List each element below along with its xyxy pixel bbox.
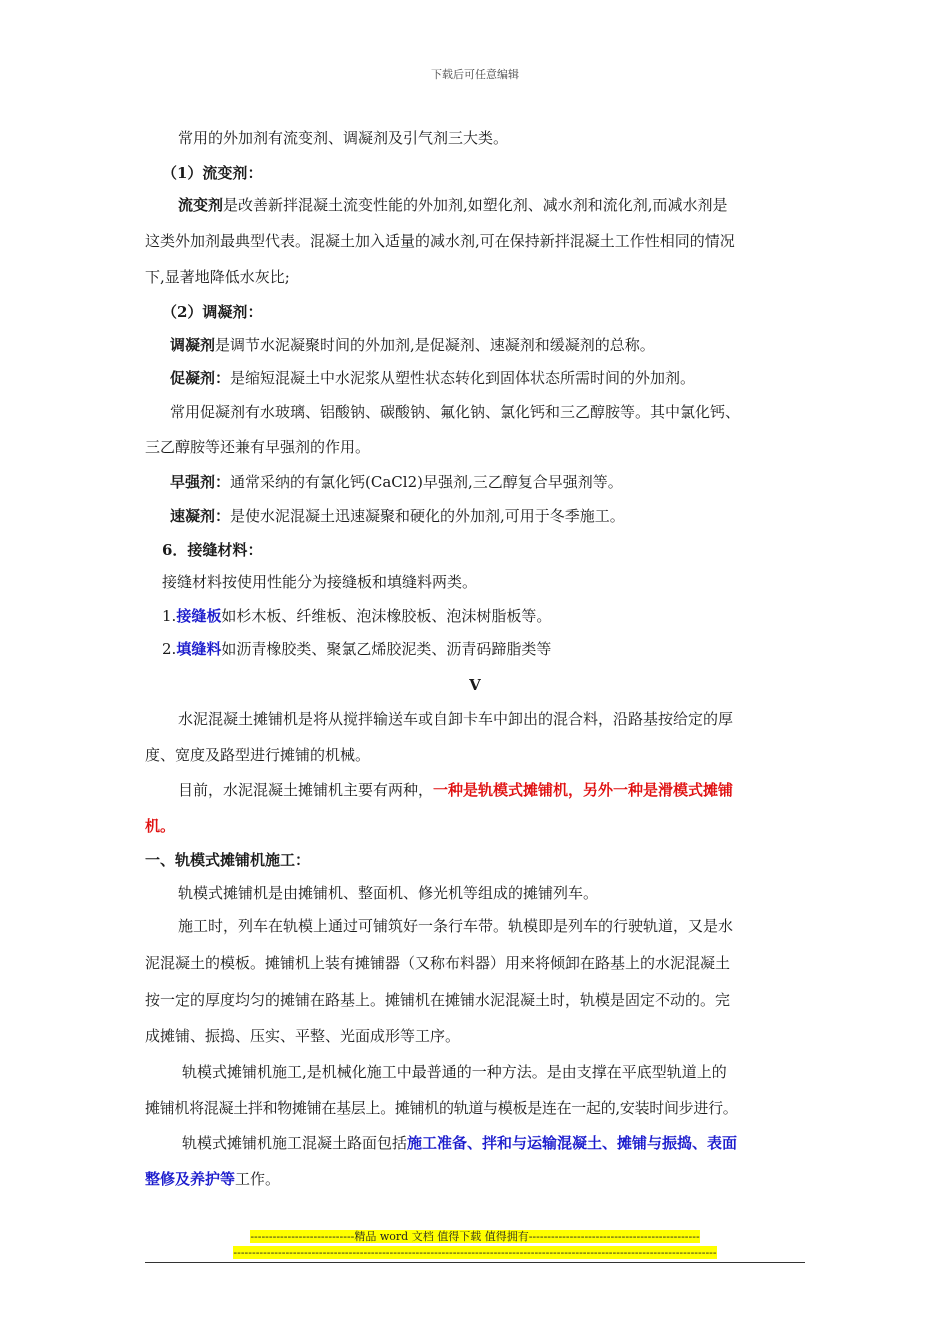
accelerator-text: 是缩短混凝土中水泥浆从塑性状态转化到固体状态所需时间的外加剂。 bbox=[230, 369, 696, 387]
process-text: 轨模式摊铺机施工混凝土路面包括 bbox=[182, 1134, 408, 1152]
heading-rail-form-paver: 一、轨模式摊铺机施工： bbox=[145, 851, 311, 869]
paragraph-method-line2: 摊铺机将混凝土拌和物摊铺在基层上。摊铺机的轨道与模板是连在一起的,安装时间步进行。 bbox=[145, 1099, 738, 1117]
term-setting-agent: 调凝剂 bbox=[170, 336, 216, 354]
process-end-text: 工作。 bbox=[235, 1170, 281, 1188]
term-joint-board: 接缝板 bbox=[176, 607, 222, 625]
process-highlight: 施工准备、拌和与运输混凝土、摊铺与振捣、表面 bbox=[407, 1134, 738, 1152]
paragraph-joint-intro: 接缝材料按使用性能分为接缝板和填缝料两类。 bbox=[162, 573, 478, 591]
joint-board-text: 如杉木板、纤维板、泡沫橡胶板、泡沫树脂板等。 bbox=[221, 607, 552, 625]
footer-divider bbox=[145, 1262, 805, 1263]
term-rheology-agent: 流变剂 bbox=[178, 196, 224, 214]
list-number: 2. bbox=[162, 640, 177, 658]
paragraph-paver-line1: 水泥混凝土摊铺机是将从搅拌输送车或自卸卡车中卸出的混合料，沿路基按给定的厚 bbox=[178, 710, 734, 728]
joint-filler-text: 如沥青橡胶类、聚氯乙烯胶泥类、沥青码蹄脂类等 bbox=[221, 640, 552, 658]
paragraph-accelerator bbox=[170, 368, 695, 388]
paver-types-highlight: 一种是轨模式摊铺机，另外一种是滑模式摊铺 bbox=[433, 781, 734, 799]
setting-agent-text: 是调节水泥凝聚时间的外加剂,是促凝剂、速凝剂和缓凝剂的总称。 bbox=[215, 336, 655, 354]
footer-banner-line1 bbox=[0, 1230, 950, 1244]
footer-text-2: ---------------------------------------------------------------------------------------------------------------------------------- bbox=[233, 1246, 717, 1259]
list-item-joint-filler bbox=[162, 639, 551, 659]
heading-rheology-agent: （1）流变剂： bbox=[162, 164, 263, 182]
paragraph-rheology-line3: 下,显著地降低水灰比; bbox=[145, 268, 290, 286]
paragraph-accelerator-line2: 常用促凝剂有水玻璃、铝酸钠、碳酸钠、氟化钠、氯化钙和三乙醇胺等。其中氯化钙、 bbox=[170, 403, 741, 421]
footer-text-1: ----------------------------精品 word 文档 值得下载 值得拥有---------------------------------------------- bbox=[250, 1230, 700, 1243]
term-accelerator: 促凝剂： bbox=[170, 369, 231, 387]
quick-setting-text: 是使水泥混凝土迅速凝聚和硬化的外加剂,可用于冬季施工。 bbox=[230, 507, 625, 525]
paragraph-method-line1: 轨模式摊铺机施工,是机械化施工中最普通的一种方法。是由支撑在平底型轨道上的 bbox=[182, 1063, 727, 1081]
paragraph-paver-types-line1 bbox=[178, 780, 733, 800]
rheology-text-1: 是改善新拌混凝土流变性能的外加剂,如塑化剂、减水剂和流化剂,而减水剂是 bbox=[223, 196, 728, 214]
term-joint-filler: 填缝料 bbox=[176, 640, 222, 658]
section-mark: V bbox=[469, 676, 481, 694]
term-early-strength: 早强剂： bbox=[170, 473, 231, 491]
list-item-joint-board bbox=[162, 606, 551, 626]
page-header: 下载后可任意编辑 bbox=[431, 68, 519, 81]
paragraph-construction-line2: 泥混凝土的模板。摊铺机上装有摊铺器（又称布料器）用来将倾卸在路基上的水泥混凝土 bbox=[145, 954, 731, 972]
paragraph-additives-intro: 常用的外加剂有流变剂、调凝剂及引气剂三大类。 bbox=[178, 129, 509, 147]
paragraph-construction-line3: 按一定的厚度均匀的摊铺在路基上。摊铺机在摊铺水泥混凝土时，轨模是固定不动的。完 bbox=[145, 991, 731, 1009]
paragraph-rail-form-composition: 轨模式摊铺机是由摊铺机、整面机、修光机等组成的摊铺列车。 bbox=[178, 884, 599, 902]
paragraph-paver-line2: 度、宽度及路型进行摊铺的机械。 bbox=[145, 746, 371, 764]
process-highlight-2: 整修及养护等 bbox=[145, 1170, 236, 1188]
paver-types-text: 目前，水泥混凝土摊铺机主要有两种， bbox=[178, 781, 434, 799]
early-strength-text: 通常采纳的有氯化钙(CaCl2)早强剂,三乙醇复合早强剂等。 bbox=[230, 473, 623, 491]
paragraph-early-strength bbox=[170, 472, 623, 492]
term-quick-setting: 速凝剂： bbox=[170, 507, 231, 525]
heading-joint-materials: 6．接缝材料： bbox=[162, 541, 263, 559]
paragraph-setting-agent bbox=[170, 335, 655, 355]
paragraph-quick-setting bbox=[170, 506, 625, 526]
paragraph-accelerator-line3: 三乙醇胺等还兼有早强剂的作用。 bbox=[145, 438, 371, 456]
paragraph-construction-line1: 施工时，列车在轨模上通过可铺筑好一条行车带。轨模即是列车的行驶轨道，又是水 bbox=[178, 917, 734, 935]
heading-setting-agent: （2）调凝剂： bbox=[162, 303, 263, 321]
paragraph-process-line2 bbox=[145, 1169, 280, 1189]
paragraph-rheology-line1 bbox=[178, 195, 728, 215]
paragraph-construction-line4: 成摊铺、振捣、压实、平整、光面成形等工序。 bbox=[145, 1027, 461, 1045]
paragraph-process-line1 bbox=[182, 1133, 737, 1153]
list-number: 1. bbox=[162, 607, 177, 625]
paragraph-rheology-line2: 这类外加剂最典型代表。混凝土加入适量的减水剂,可在保持新拌混凝土工作性相同的情况 bbox=[145, 232, 735, 250]
footer-banner-line2 bbox=[0, 1246, 950, 1260]
paragraph-paver-types-line2: 机。 bbox=[145, 817, 176, 835]
